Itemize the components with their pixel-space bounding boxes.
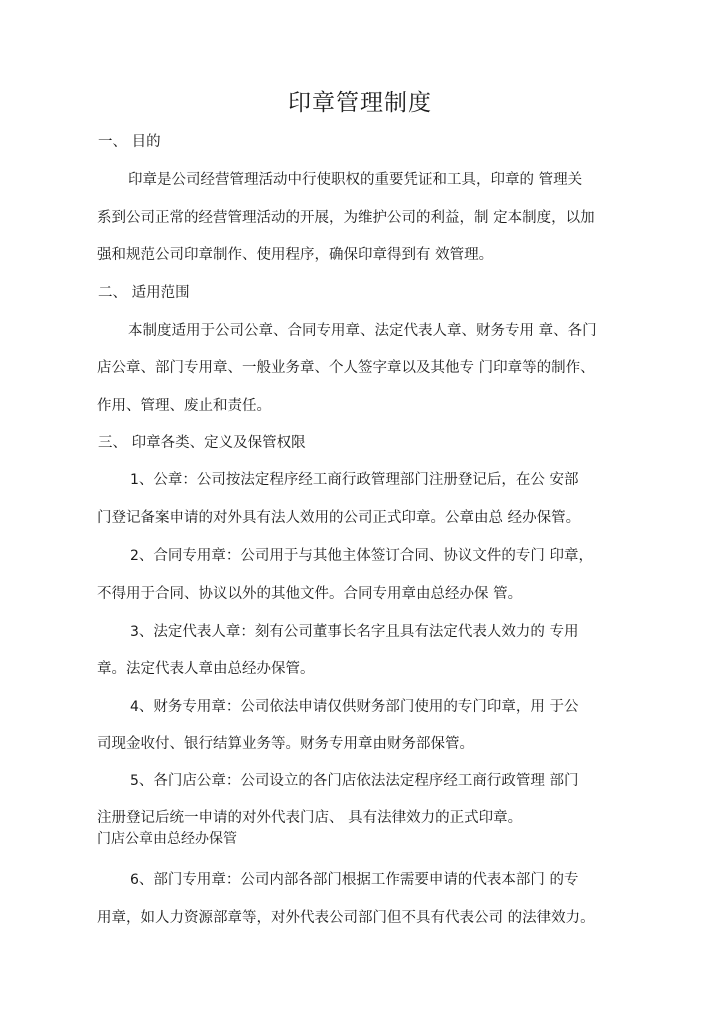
item-number: 4: [130, 699, 139, 715]
item-text: 、公章：公司按法定程序经工商行政管理部门注册登记后，在公 安部: [138, 472, 579, 488]
section-1-line-2: 系到公司正常的经营管理活动的开展，为维护公司的利益，制 定本制度，以加: [97, 210, 595, 226]
section-2-line-2: 店公章、部门专用章、一般业务章、个人签字章以及其他专 门印章等的制作、: [97, 360, 595, 376]
item-number: 1: [130, 472, 139, 488]
section-2-line-3: 作用、管理、废止和责任。: [97, 398, 271, 414]
section-1-line-3: 强和规范公司印章制作、使用程序，确保印章得到有 效管理。: [97, 247, 494, 263]
item-1-line-1: [130, 470, 660, 490]
item-4-line-2: 司现金收付、银行结算业务等。财务专用章由财务部保管。: [97, 736, 474, 752]
item-6-line-1: [130, 870, 660, 890]
item-1-line-2: 门登记备案申请的对外具有法人效用的公司正式印章。公章由总 经办保管。: [97, 510, 581, 526]
item-2-line-1: [130, 546, 660, 566]
item-3-line-1: [130, 622, 660, 642]
item-text: 、各门店公章：公司设立的各门店依法法定程序经工商行政管理 部门: [138, 773, 579, 789]
section-2-line-1: 本制度适用于公司公章、合同专用章、法定代表人章、财务专用 章、各门: [128, 323, 597, 339]
item-number: 5: [130, 773, 139, 789]
item-text: 、法定代表人章：刻有公司董事长名字且具有法定代表人效力的 专用: [138, 624, 579, 640]
item-text: 、财务专用章：公司依法申请仅供财务部门使用的专门印章，用 于公: [138, 699, 579, 715]
item-5-line-1: [130, 771, 660, 791]
item-5-line-3: 门店公章由总经办保管: [97, 831, 237, 847]
section-2-heading: 二、 适用范围: [98, 285, 190, 301]
section-3-heading: 三、 印章各类、定义及保管权限: [98, 435, 306, 451]
item-text: 、部门专用章：公司内部各部门根据工作需要申请的代表本部门 的专: [138, 872, 579, 888]
item-number: 3: [130, 624, 139, 640]
item-6-line-2: 用章，如人力资源部章等，对外代表公司部门但不具有代表公司 的法律效力。: [97, 910, 595, 926]
item-5-line-2: 注册登记后统一申请的对外代表门店、 具有法律效力的正式印章。: [97, 810, 523, 826]
item-2-line-2: 不得用于合同、协议以外的其他文件。合同专用章由总经办保 管。: [97, 586, 523, 602]
item-text: 、合同专用章：公司用于与其他主体签订合同、协议文件的专门 印章，: [138, 548, 594, 564]
document-title: 印章管理制度: [288, 90, 432, 116]
item-4-line-1: [130, 697, 660, 717]
section-1-heading: 一、 目的: [98, 134, 161, 150]
item-number: 6: [130, 872, 139, 888]
section-1-line-1: 印章是公司经营管理活动中行使职权的重要凭证和工具，印章的 管理关: [128, 172, 583, 188]
item-number: 2: [130, 548, 139, 564]
item-3-line-2: 章。法定代表人章由总经办保管。: [97, 661, 315, 677]
